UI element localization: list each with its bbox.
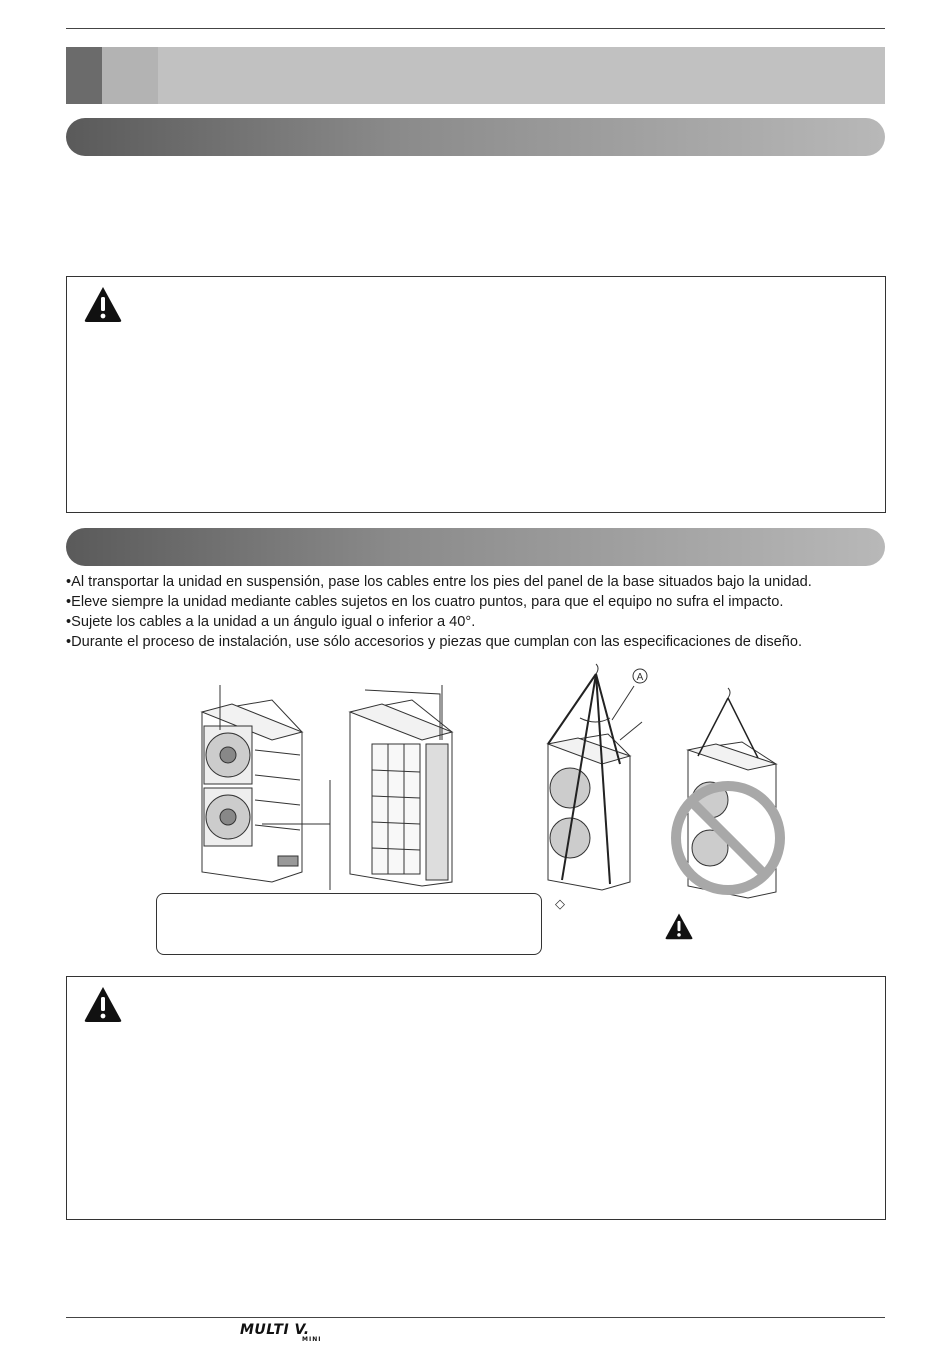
- warning-triangle-small-icon: [664, 912, 694, 940]
- title-bar-accent-light: [102, 47, 158, 104]
- list-item: • Eleve siempre la unidad mediante cables sujetos en los cuatro puntos, para que el equipo no sufra el impacto.: [66, 592, 896, 612]
- subsection-header-1: [66, 118, 885, 156]
- transport-instructions-list: [66, 572, 896, 652]
- list-item: • Al transportar la unidad en suspensión, pase los cables entre los pies del panel de la base situados bajo la unidad.: [66, 572, 896, 592]
- warning-triangle-icon: [83, 285, 123, 323]
- figure-callout-box: [156, 893, 542, 955]
- list-item: • Sujete los cables a la unidad a un ángulo igual o inferior a 40°.: [66, 612, 896, 632]
- multi-v-mini-logo: [240, 1322, 322, 1343]
- header-rule: [66, 28, 885, 29]
- warning-box-2: [66, 976, 886, 1220]
- logo-sub-text: MINI: [302, 1336, 322, 1343]
- warning-triangle-icon: [83, 985, 123, 1023]
- warning-box-1: [66, 276, 886, 513]
- outdoor-unit-rear-illustration: [350, 700, 452, 886]
- list-item: • Durante el proceso de instalación, use sólo accesorios y piezas que cumplan con las especificaciones de diseño.: [66, 632, 896, 652]
- title-bar-accent: [66, 47, 102, 104]
- subsection-header-2: [66, 528, 885, 566]
- diamond-marker: ◇: [555, 896, 565, 911]
- logo-main-text: MULTI V.: [240, 1322, 310, 1338]
- section-title-bar: [66, 47, 885, 104]
- outdoor-unit-front-illustration: [202, 700, 302, 882]
- footer-rule: [66, 1317, 885, 1318]
- marker-a-label: A: [636, 672, 644, 683]
